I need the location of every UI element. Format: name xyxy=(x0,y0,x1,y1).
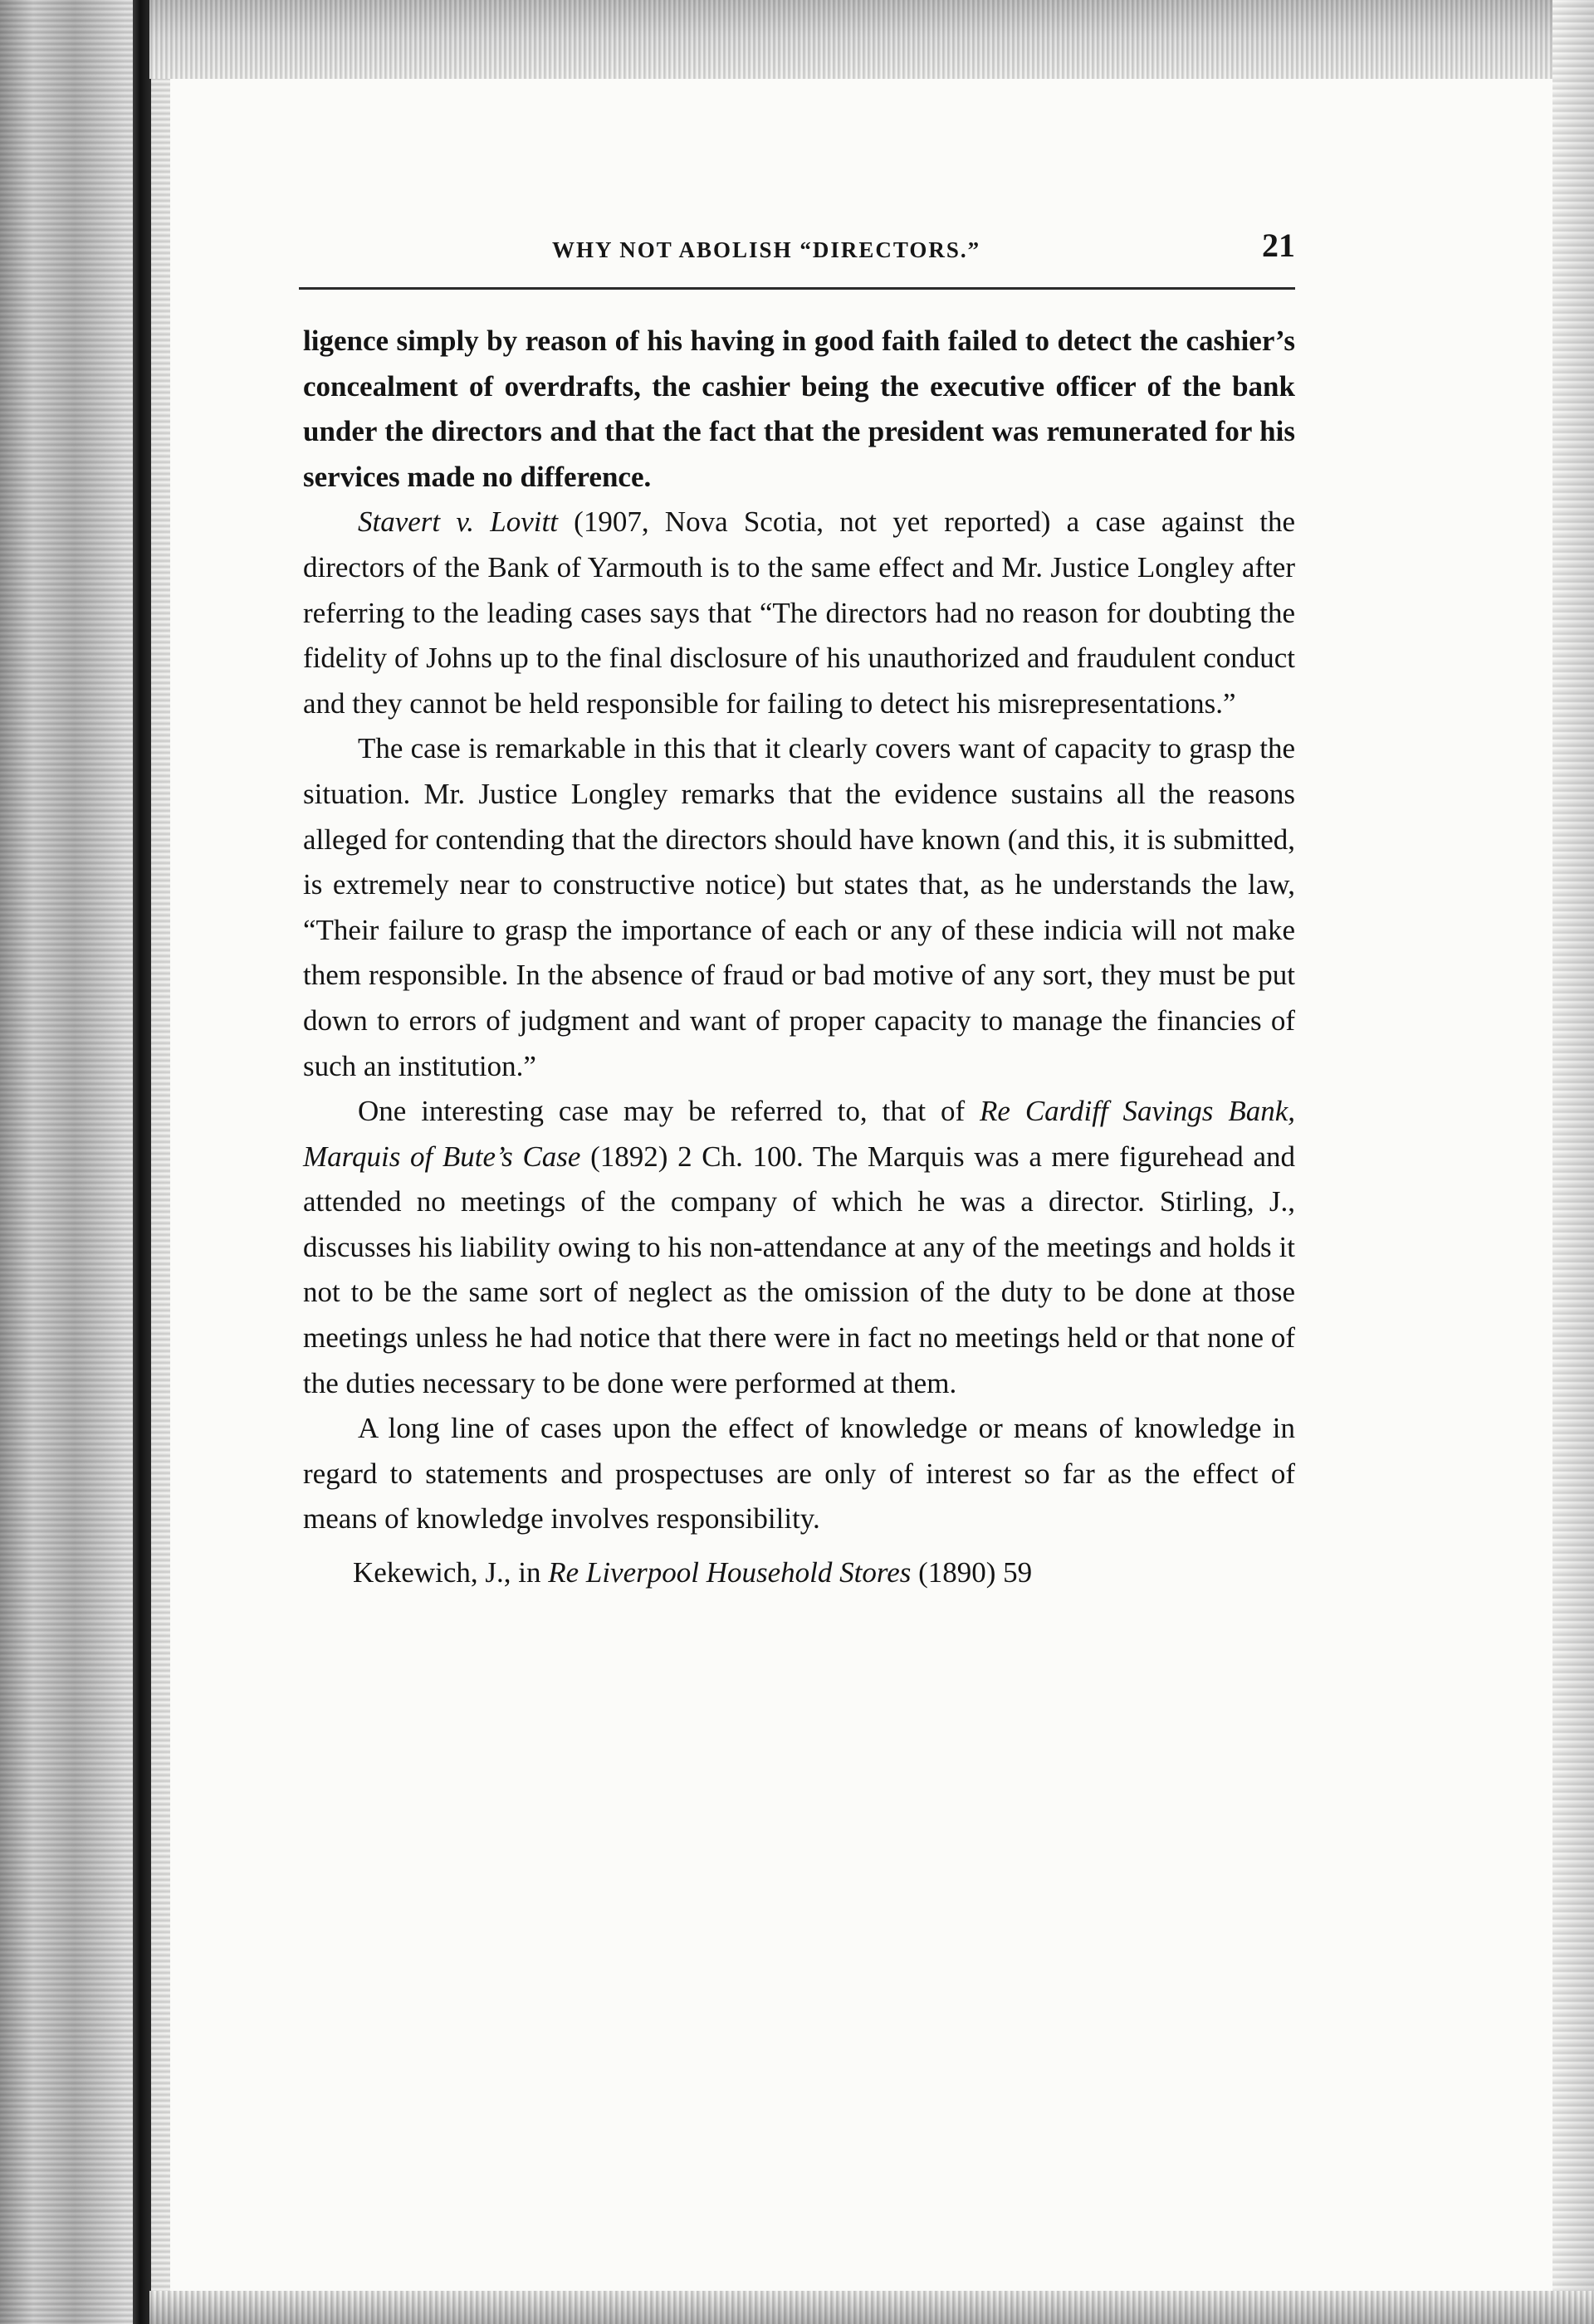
paragraph-4-lead: One interesting case may be referred to, that of xyxy=(358,1095,980,1128)
paragraph-1: ligence simply by reason of his having in good faith failed to detect the cashier’s concealment of overdrafts, the cashier being the executive officer of the bank under the directors and that the fact that the president was remunerated for his services made no difference. xyxy=(303,325,1295,493)
running-title: WHY NOT ABOLISH “DIRECTORS.” xyxy=(552,237,981,262)
right-scan-edge xyxy=(1552,0,1594,2324)
paragraph-2-text: (1907, Nova Scotia, not yet reported) a case against the directors of the Bank of Yarmouth is to the same effect and Mr. Justice Longley after referring to the leading cases says that “The directors had no reason for doubting the fidelity of Johns up to the final disclosure of his unauthorized and fraudulent conduct and they cannot be held responsible for failing to detect his misrepresentations.” xyxy=(303,505,1296,720)
running-header xyxy=(299,226,1295,284)
case-citation-stavert: Stavert v. Lovitt xyxy=(358,505,558,539)
case-citation-liverpool: Re Liverpool Household Stores xyxy=(548,1556,912,1589)
top-scan-edge xyxy=(149,0,1594,79)
page-number: 21 xyxy=(1262,227,1295,264)
bottom-scan-edge xyxy=(149,2291,1594,2324)
binding-edge-line xyxy=(133,0,151,2324)
header-rule xyxy=(299,287,1295,290)
paragraph-6 xyxy=(303,1550,1295,1596)
paragraph-4-text: (1892) 2 Ch. 100. The Marquis was a mere figurehead and attended no meetings of the company of which he was a director. Stirling, J., discusses his liability owing to his non-attendance at any of the meetings and holds it not to be the same sort of neglect as the omission of the duty to be done at those meetings unless he had notice that there were in fact no meetings held or that none of the duties necessary to be done were performed at them. xyxy=(303,1140,1296,1399)
paragraph-3: The case is remarkable in this that it clearly covers want of capacity to grasp the situation. Mr. Justice Longley remarks that the evidence sustains all the reasons alleged for contending that the directors should have known (and this, it is submitted, is extremely near to constructive notice) but states that, as he understands the law, “Their failure to grasp the importance of each or any of these indicia will not make them responsible. In the absence of fraud or bad motive of any sort, they must be put down to errors of judgment and want of proper capacity to manage the financies of such an institution.” xyxy=(303,732,1295,1082)
paragraph-4 xyxy=(303,1089,1295,1406)
paragraph-6-lead: Kekewich, J., in xyxy=(353,1556,549,1589)
paragraph-6-text: (1890) 59 xyxy=(911,1556,1033,1589)
paragraph-5: A long line of cases upon the effect of knowledge or means of knowledge in regard to statements and prospectuses are only of interest so far as the effect of means of knowledge involves responsibility. xyxy=(303,1412,1295,1536)
case-citation-cardiff: Re Cardiff Savings Bank, Marquis of Bute’s Case xyxy=(303,1095,1295,1173)
paragraph-2 xyxy=(303,500,1295,726)
body-text xyxy=(303,319,1295,1596)
